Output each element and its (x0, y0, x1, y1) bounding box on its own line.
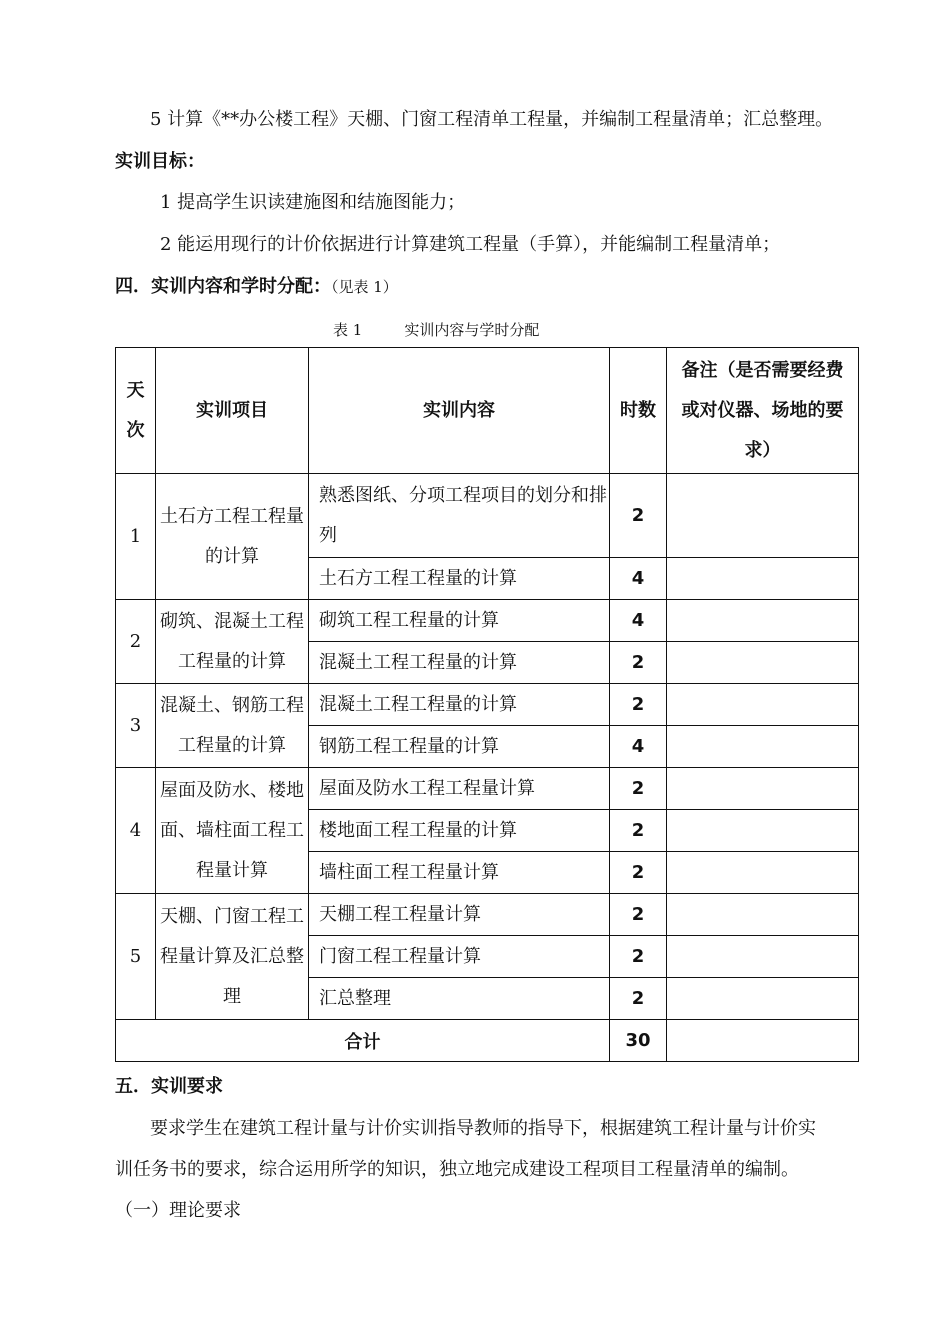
item-cell: 混凝土、钢筋工程工程量的计算 (156, 684, 309, 768)
remark-cell (667, 978, 859, 1020)
table-row (116, 600, 859, 642)
hours-cell: 2 (610, 474, 667, 558)
table-caption-number: 表 1 (333, 321, 363, 339)
remark-cell (667, 1020, 859, 1062)
total-hours: 30 (610, 1020, 667, 1062)
remark-cell (667, 852, 859, 894)
hours-cell: 2 (610, 894, 667, 936)
theory-subheading: （一）理论要求 (115, 1200, 241, 1221)
content-cell: 混凝土工程工程量的计算 (309, 684, 610, 726)
goal-item-2: 2 能运用现行的计价依据进行计算建筑工程量（手算），并能编制工程量清单； (160, 234, 781, 255)
day-cell: 4 (116, 768, 156, 894)
item-cell: 屋面及防水、楼地面、墙柱面工程工程量计算 (156, 768, 309, 894)
remark-cell (667, 810, 859, 852)
header-content: 实训内容 (309, 348, 610, 474)
content-cell: 砌筑工程工程量的计算 (309, 600, 610, 642)
header-day: 天次 (116, 348, 156, 474)
item-cell: 天棚、门窗工程工程量计算及汇总整理 (156, 894, 309, 1020)
content-cell: 钢筋工程工程量的计算 (309, 726, 610, 768)
day-cell: 1 (116, 474, 156, 600)
day-cell: 5 (116, 894, 156, 1020)
header-hours: 时数 (610, 348, 667, 474)
hours-cell: 2 (610, 642, 667, 684)
content-cell: 墙柱面工程工程量计算 (309, 852, 610, 894)
remark-cell (667, 642, 859, 684)
hours-cell: 2 (610, 768, 667, 810)
remark-cell (667, 474, 859, 558)
section-4-title: 四．实训内容和学时分配： (115, 276, 331, 297)
table-caption (333, 318, 539, 342)
content-cell: 混凝土工程工程量的计算 (309, 642, 610, 684)
hours-cell: 4 (610, 726, 667, 768)
goal-item-1: 1 提高学生识读建施图和结施图能力； (160, 192, 466, 213)
table-row (116, 768, 859, 810)
section-5-para-line-1: 要求学生在建筑工程计量与计价实训指导教师的指导下，根据建筑工程计量与计价实 (150, 1118, 816, 1139)
hours-cell: 2 (610, 978, 667, 1020)
intro-item: 5 计算《**办公楼工程》天棚、门窗工程清单工程量，并编制工程量清单；汇总整理。 (150, 109, 834, 130)
table-header-row (116, 348, 859, 474)
header-remark: 备注（是否需要经费或对仪器、场地的要求） (667, 348, 859, 474)
content-cell: 天棚工程工程量计算 (309, 894, 610, 936)
hours-cell: 2 (610, 810, 667, 852)
goal-heading: 实训目标： (115, 151, 205, 172)
day-cell: 2 (116, 600, 156, 684)
section-4-note: （见表 1） (331, 278, 398, 296)
hours-cell: 2 (610, 936, 667, 978)
remark-cell (667, 936, 859, 978)
total-label: 合计 (116, 1020, 610, 1062)
day-cell: 3 (116, 684, 156, 768)
total-row (116, 1020, 859, 1062)
section-5-para-line-2: 训任务书的要求，综合运用所学的知识，独立地完成建设工程项目工程量清单的编制。 (115, 1159, 799, 1180)
hours-cell: 4 (610, 600, 667, 642)
table-row (116, 684, 859, 726)
item-cell: 土石方工程工程量的计算 (156, 474, 309, 600)
remark-cell (667, 726, 859, 768)
hours-cell: 2 (610, 684, 667, 726)
remark-cell (667, 684, 859, 726)
content-cell: 屋面及防水工程工程量计算 (309, 768, 610, 810)
remark-cell (667, 558, 859, 600)
remark-cell (667, 600, 859, 642)
item-cell: 砌筑、混凝土工程工程量的计算 (156, 600, 309, 684)
table-row (116, 894, 859, 936)
table-caption-title: 实训内容与学时分配 (404, 321, 540, 339)
section-5-heading: 五．实训要求 (115, 1076, 223, 1097)
section-4-heading (115, 275, 398, 299)
hours-cell: 2 (610, 852, 667, 894)
table-row (116, 474, 859, 558)
remark-cell (667, 768, 859, 810)
content-cell: 汇总整理 (309, 978, 610, 1020)
content-cell: 门窗工程工程量计算 (309, 936, 610, 978)
content-cell: 楼地面工程工程量的计算 (309, 810, 610, 852)
training-schedule-table (115, 347, 859, 1062)
header-item: 实训项目 (156, 348, 309, 474)
content-cell: 熟悉图纸、分项工程项目的划分和排列 (309, 474, 610, 558)
hours-cell: 4 (610, 558, 667, 600)
content-cell: 土石方工程工程量的计算 (309, 558, 610, 600)
remark-cell (667, 894, 859, 936)
